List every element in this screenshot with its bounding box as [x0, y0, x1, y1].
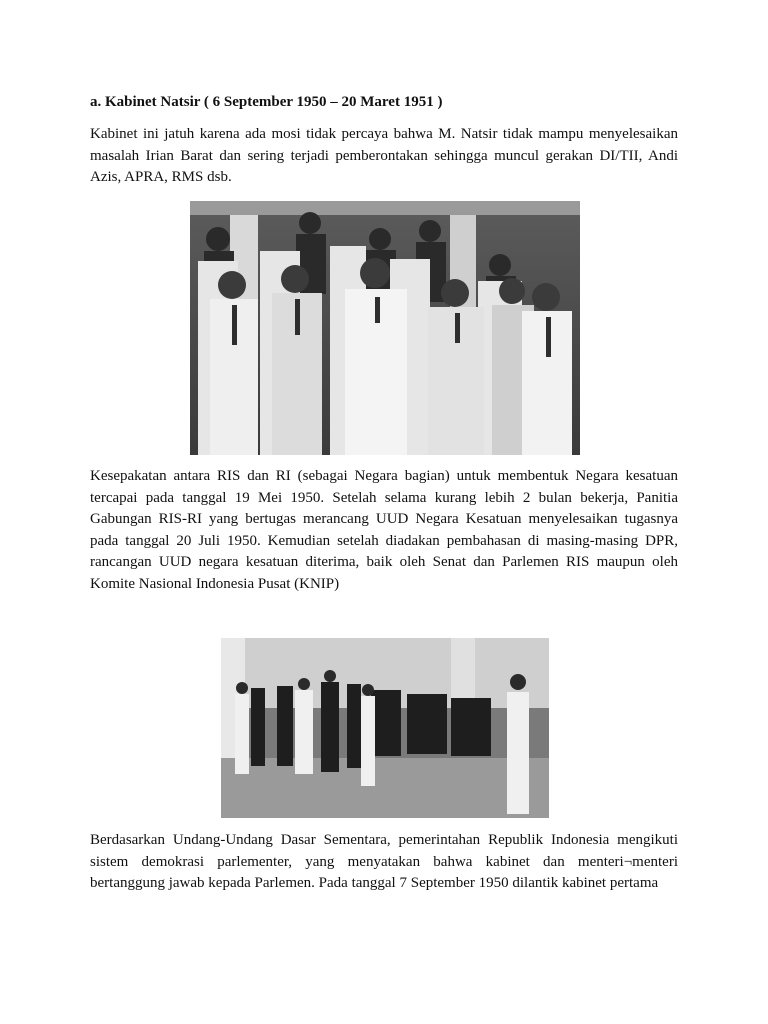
constitution-paragraph: Berdasarkan Undang-Undang Dasar Sementara, pemerintahan Republik Indonesia mengikuti sistem demokrasi parlementer, yang menyatakan bahwa kabinet dan menteri¬menteri bertanggung jawab kepada Parlemen. Pada tanggal 7 September 1950 dilantik kabinet pertama	[90, 832, 678, 891]
agreement-paragraph: Kesepakatan antara RIS dan RI (sebagai Negara bagian) untuk membentuk Negara kesatuan tercapai pada tanggal 19 Mei 1950. Setelah selama kurang lebih 2 bulan bekerja, Panitia Gabungan RIS-RI yang bertugas merancang UUD Negara Kesatuan menyelesaikan tugasnya pada tanggal 20 Juli 1950. Kemudian setelah diadakan pembahasan di masing-masing DPR, rancangan UUD negara kesatuan diterima, baik oleh Senat dan Parlemen RIS maupun oleh Komite Nasional Indonesia Pusat (KNIP)	[90, 468, 678, 592]
group-portrait-photo	[190, 201, 580, 455]
section-heading: a. Kabinet Natsir ( 6 September 1950 – 20 Maret 1951 )	[90, 94, 443, 110]
inauguration-ceremony-photo	[221, 638, 549, 818]
intro-paragraph: Kabinet ini jatuh karena ada mosi tidak percaya bahwa M. Natsir tidak mampu menyelesaikan masalah Irian Barat dan sering terjadi pemberontakan sehingga muncul gerakan DI/TII, Andi Azis, APRA, RMS dsb.	[90, 126, 678, 185]
